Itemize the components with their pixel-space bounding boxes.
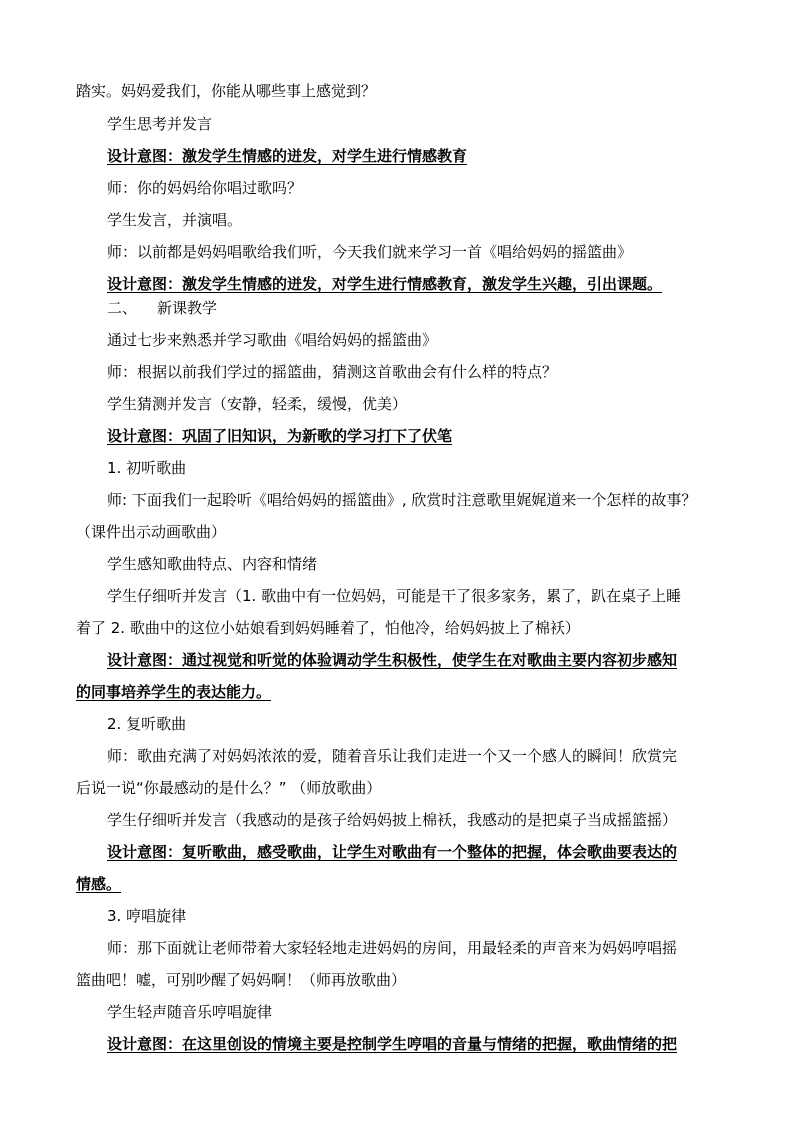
paragraph-text: 着了 2. 歌曲中的这位小姑娘看到妈妈睡着了，怕他冷，给妈妈披上了棉袄） (76, 619, 580, 637)
design-intent-text: 设计意图：激发学生情感的迸发，对学生进行情感教育，激发学生兴趣，引出课题。 (107, 275, 663, 293)
section-heading (0, 298, 794, 318)
design-intent-text: 情感。 (76, 875, 122, 893)
section-number: 二、 (107, 299, 138, 317)
subsection-heading: 3. 哼唱旋律 (107, 907, 187, 925)
paragraph-text: 师：那下面就让老师带着大家轻轻地走进妈妈的房间，用最轻柔的声音来为妈妈哼唱摇 (107, 939, 678, 957)
paragraph-text: 学生仔细听并发言（1. 歌曲中有一位妈妈，可能是干了很多家务，累了，趴在桌子上睡 (107, 587, 682, 605)
design-intent-text: 设计意图：激发学生情感的迸发，对学生进行情感教育 (107, 147, 468, 165)
paragraph-text: （课件出示动画歌曲） (76, 523, 227, 541)
design-intent-text: 的同事培养学生的表达能力。 (76, 683, 272, 701)
design-intent-text: 设计意图：巩固了旧知识，为新歌的学习打下了伏笔 (107, 427, 453, 445)
paragraph-text: 后说一说“你最感动的是什么？” （师放歌曲） (76, 779, 382, 797)
design-intent-text: 设计意图：通过视觉和听觉的体验调动学生积极性，使学生在对歌曲主要内容初步感知 (107, 651, 678, 669)
paragraph-text: 学生仔细听并发言（我感动的是孩子给妈妈披上棉袄，我感动的是把桌子当成摇篮摇） (107, 811, 678, 829)
paragraph-text: 学生猜测并发言（安静，轻柔，缓慢，优美） (107, 395, 408, 413)
paragraph-text: 学生发言，并演唱。 (107, 211, 243, 229)
subsection-heading: 1. 初听歌曲 (107, 459, 187, 477)
paragraph-text: 师: 下面我们一起聆听《唱给妈妈的摇篮曲》, 欣赏时注意歌里娓娓道来一个怎样的故事？ (107, 491, 697, 509)
paragraph-text: 师：根据以前我们学过的摇篮曲，猜测这首歌曲会有什么样的特点？ (107, 363, 558, 381)
paragraph-text: 学生轻声随音乐哼唱旋律 (107, 1003, 273, 1021)
paragraph-text: 篮曲吧！嘘，可别吵醒了妈妈啊！（师再放歌曲） (76, 971, 407, 989)
paragraph-text: 学生思考并发言 (107, 115, 213, 133)
design-intent-text: 设计意图：复听歌曲，感受歌曲，让学生对歌曲有一个整体的把握，体会歌曲要表达的 (107, 843, 678, 861)
paragraph-text: 通过七步来熟悉并学习歌曲《唱给妈妈的摇篮曲》 (107, 331, 438, 349)
design-intent-text: 设计意图：在这里创设的情境主要是控制学生哼唱的音量与情绪的把握，歌曲情绪的把 (107, 1035, 678, 1053)
paragraph-text: 踏实。妈妈爱我们，你能从哪些事上感觉到？ (76, 82, 377, 100)
subsection-heading: 2. 复听歌曲 (107, 715, 187, 733)
section-title: 新课教学 (157, 299, 218, 317)
paragraph-text: 学生感知歌曲特点、内容和情绪 (107, 555, 318, 573)
paragraph-text: 师：以前都是妈妈唱歌给我们听，今天我们就来学习一首《唱给妈妈的摇篮曲》 (107, 243, 633, 261)
paragraph-text: 师：歌曲充满了对妈妈浓浓的爱，随着音乐让我们走进一个又一个感人的瞬间！欣赏完 (107, 747, 678, 765)
paragraph-text: 师：你的妈妈给你唱过歌吗？ (107, 179, 303, 197)
